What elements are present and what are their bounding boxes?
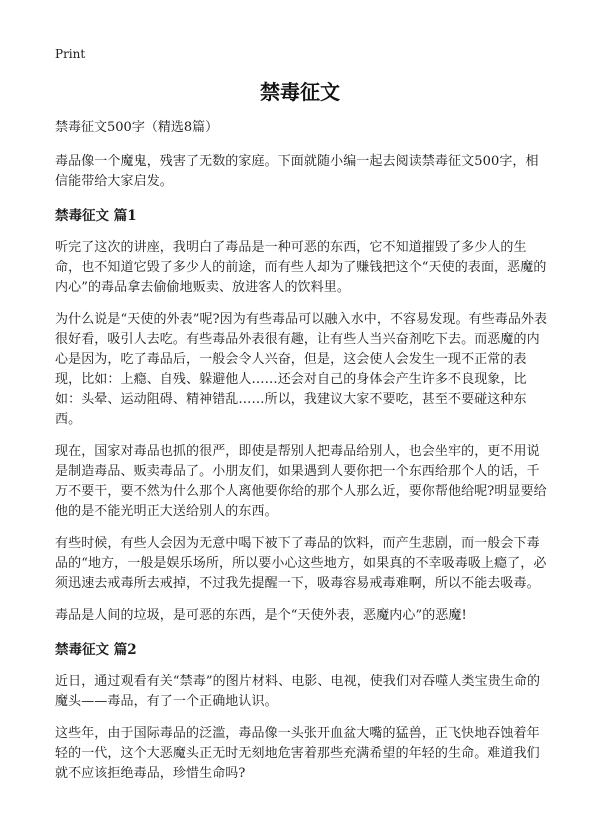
section-1-paragraph-5: 毒品是人间的垃圾，是可恶的东西，是个“天使外表，恶魔内心”的恶魔! <box>55 608 467 623</box>
intro-paragraph: 毒品像一个魔鬼，残害了无数的家庭。下面就随小编一起去阅读禁毒征文500字，相信能带给大家启发。 <box>55 154 539 189</box>
section-heading-2: 禁毒征文 篇2 <box>55 642 137 658</box>
section-2-paragraph-2: 这些年，由于国际毒品的泛滥，毒品像一头张开血盆大嘴的猛兽，正飞快地吞蚀着年轻的一代，这个大恶魔头正无时无刻地危害着那些充满希望的年轻的生命。难道我们就不应该拒绝毒品，珍惜生命吗? <box>55 726 540 781</box>
article-subtitle: 禁毒征文500字（精选8篇） <box>55 120 219 135</box>
section-heading-1: 禁毒征文 篇1 <box>55 208 137 224</box>
section-1-paragraph-1: 听完了这次的讲座，我明白了毒品是一种可恶的东西，它不知道摧毁了多少人的生命，也不知道它毁了多少人的前途，而有些人却为了赚钱把这个“天使的表面，恶魔的内心”的毒品拿去偷偷地贩卖、放进客人的饮料里。 <box>55 240 547 295</box>
section-1-paragraph-3: 现在，国家对毒品也抓的很严，即使是帮别人把毒品给别人，也会坐牢的，更不用说是制造毒品、贩卖毒品了。小朋友们，如果遇到人要你把一个东西给那个人的话，千万不要干，要不然为什么那个人离他要你给的那个人那么近，要你帮他给呢?明显要给他的是不能光明正大送给别人的东西。 <box>55 444 547 519</box>
section-1-paragraph-2: 为什么说是“天使的外表”呢?因为有些毒品可以融入水中，不容易发现。有些毒品外表很好看，吸引人去吃。有些毒品外表很有趣，让有些人当兴奋剂吃下去。而恶魔的内心是因为，吃了毒品后，一般会令人兴奋，但是，这会使人会发生一现不正常的表现，比如：上瘾、自残、躲避他人……还会对自己的身体会产生许多不良现象，比如：头晕、运动阻碍、精神错乱……所以，我建议大家不要吃，甚至不要碰这种东西。 <box>55 312 548 427</box>
article-body <box>55 118 550 796</box>
section-2-paragraph-1: 近日，通过观看有关“禁毒”的图片材料、电影、电视，使我们对吞噬人类宝贵生命的魔头——毒品，有了一个正确地认识。 <box>55 674 541 709</box>
print-link[interactable]: Print <box>55 47 86 61</box>
section-1-paragraph-4: 有些时候，有些人会因为无意中喝下被下了毒品的饮料，而产生悲剧，而一般会下毒品的“地方，一般是娱乐场所，所以要小心这些地方，如果真的不幸吸毒吸上瘾了，必须迅速去戒毒所去戒掉，不过我先提醒一下，吸毒容易戒毒难啊，所以不能去吸毒。 <box>55 536 547 591</box>
page-title: 禁毒征文 <box>260 80 340 104</box>
